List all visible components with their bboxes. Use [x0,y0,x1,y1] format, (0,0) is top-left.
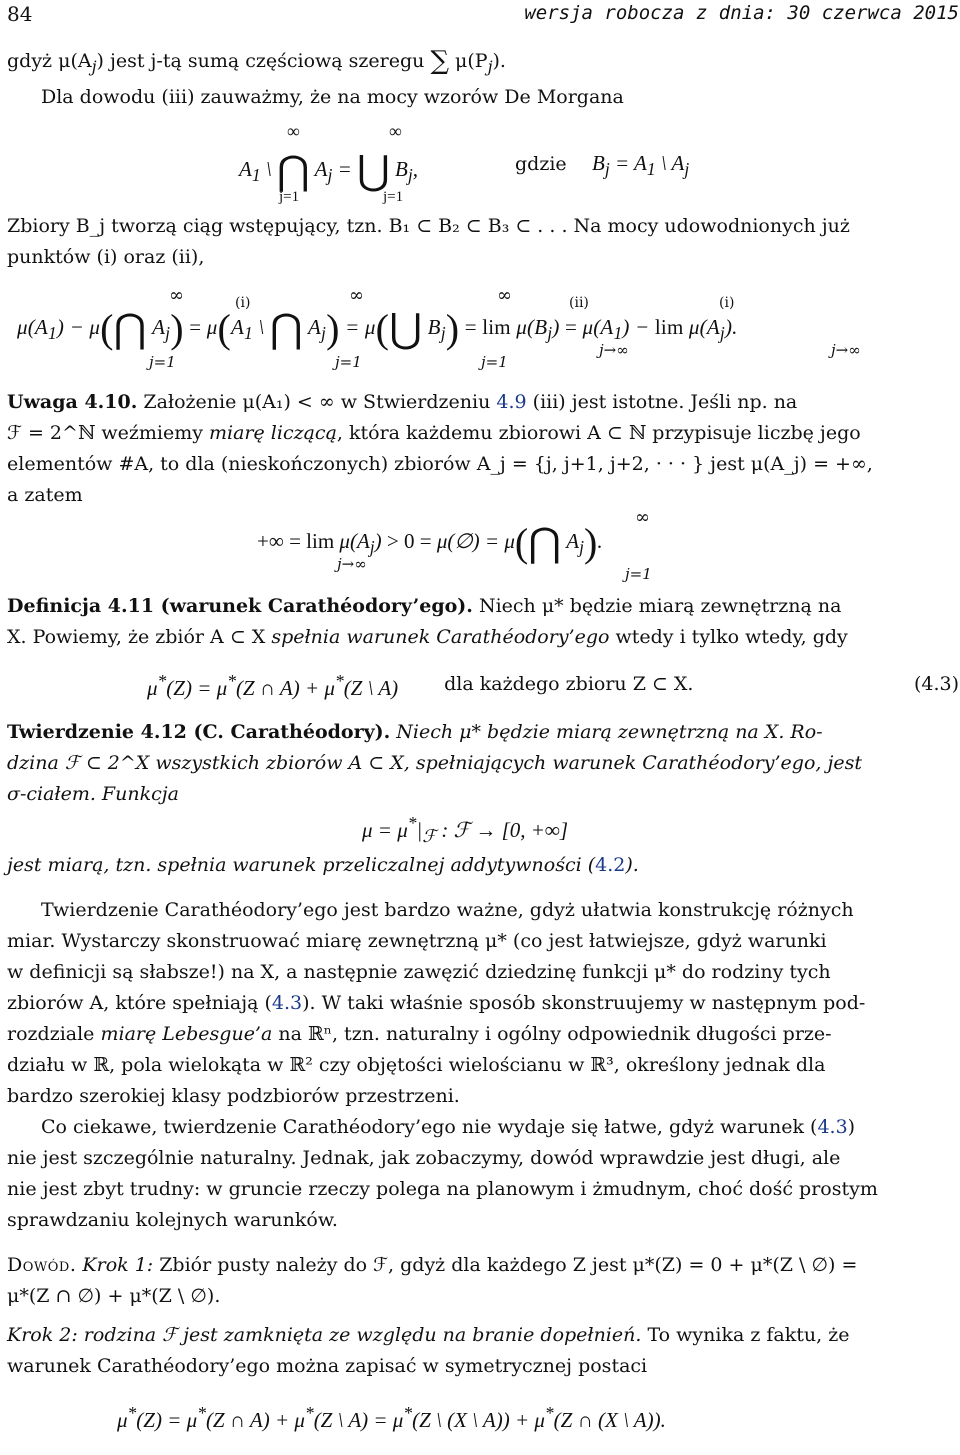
text-line: miar. Wystarczy skonstruować miarę zewnętrzną μ* (co jest łatwiejsze, gdyż warunki [7,929,827,952]
text-line: zbiorów A, które spełniają (4.3). W taki właśnie sposób skonstruujemy w następnym pod- [7,991,866,1014]
cross-ref-link[interactable]: 4.3 [817,1115,848,1138]
equation: +∞ = $\lim \mu(A_j) > 0$ = μ(∅) = μ(⋂ $A_j$). ∞ j=1 j→∞ [257,506,652,583]
proof-label: Dowód. [7,1253,77,1276]
cross-ref-link[interactable]: 4.2 [595,853,626,876]
text-line: σ-ciałem. Funkcja [7,782,179,805]
cross-ref-link[interactable]: 4.9 [496,390,527,413]
text-line: a zatem [7,483,83,506]
equation: μ*(Z) = μ*(Z ∩ A) + μ*(Z \ A) = μ*(Z \ (X \ A)) + μ*(Z ∩ (X \ A)). [117,1402,666,1432]
text-line: rozdziale miarę Lebesgue’a na ℝⁿ, tzn. naturalny i ogólny odpowiednik długości prze- [7,1022,832,1045]
text-line: w definicji są słabsze!) na X, a następnie zawęzić dziedzinę funkcji μ* do rodziny tych [7,960,831,983]
text-line: dzina ℱ ⊂ 2^X wszystkich zbiorów A ⊂ X, spełniających warunek Carathéodory’ego, jest [7,751,862,774]
text-line: Co ciekawe, twierdzenie Carathéodory’ego nie wydaje się łatwe, gdyż warunek (4.3) [41,1115,856,1138]
equation: $\mu(A_1)$ − μ(⋂ $A_j) = \mu(A_1$ \ ⋂ $A_j$) = μ(⋃ $B_j) = \lim \mu(B_j) = \mu(A_1) - \lim \mu(A_j)$. (i) (ii) (i) ∞ ∞ ∞ j=1 j=1 j=1 j→∞ j→∞ [17,284,861,371]
remark-label: Uwaga 4.10. [7,390,138,413]
text-line: działu w ℝ, pola wielokąta w ℝ² czy objętości wielościanu w ℝ³, określony jednak dla [7,1053,826,1076]
equation: $\mu = \mu^*|_ℱ$ : ℱ → [0, +∞] [362,812,569,846]
text-line: ℱ = 2^ℕ weźmiemy miarę liczącą, która każdemu zbiorowi A ⊂ ℕ przypisuje liczbę jego [7,421,861,444]
text-line: X. Powiemy, że zbiór A ⊂ X spełnia warunek Carathéodory’ego wtedy i tylko wtedy, gdy [7,625,848,648]
text-line: μ*(Z ∩ ∅) + μ*(Z \ ∅). [7,1284,221,1307]
text-line: nie jest szczególnie naturalny. Jednak, jak zobaczymy, dowód wprawdzie jest długi, ale [7,1146,841,1169]
text-line: Twierdzenie 4.12 (C. Carathéodory). Niech μ* będzie miarą zewnętrzną na X. Ro- [7,720,823,743]
text-line: jest miarą, tzn. spełnia warunek przeliczalnej addytywności (4.2). [7,853,639,876]
text-line: warunek Carathéodory’ego można zapisać w symetrycznej postaci [7,1354,648,1377]
text-line: Dla dowodu (iii) zauważmy, że na mocy wzorów De Morgana [41,85,624,108]
equation: μ*(Z) = μ*(Z ∩ A) + μ*(Z \ A) dla każdego zbioru Z ⊂ X. (4.3) [147,670,959,700]
cross-ref-link[interactable]: 4.3 [271,991,303,1014]
equation: ∞ ∞ $A_1$ \ ⋂ $A_j$ = ⋃ $B_j$, j=1 j=1 gdzie $B_j = A_1$ \ $A_j$ [239,120,690,205]
running-head: wersja robocza z dnia: 30 czerwca 2015 [524,2,959,24]
text-line: Definicja 4.11 (warunek Carathéodory’ego). Niech μ* będzie miarą zewnętrzną na [7,594,842,617]
equation-number: (4.3) [913,673,959,696]
text-line: Twierdzenie Carathéodory’ego jest bardzo ważne, gdyż ułatwia konstrukcję różnych [41,898,854,921]
text-line: nie jest zbyt trudny: w gruncie rzeczy polega na planowym i żmudnym, choć dość prostym [7,1177,878,1200]
text-line: bardzo szerokiej klasy podzbiorów przestrzeni. [7,1084,460,1107]
definition-label: Definicja 4.11 (warunek Carathéodory’ego). [7,594,473,617]
text-line: Zbiory B_j tworzą ciąg wstępujący, tzn. B₁ ⊂ B₂ ⊂ B₃ ⊂ . . . Na mocy udowodnionych już [7,214,850,237]
page-number: 84 [7,2,33,26]
text-line: punktów (i) oraz (ii), [7,245,205,268]
theorem-label: Twierdzenie 4.12 (C. Carathéodory). [7,720,391,743]
document-page [7,0,959,1452]
text-line: Dowód. Krok 1: Zbiór pusty należy do ℱ, gdyż dla każdego Z jest μ*(Z) = 0 + μ*(Z \ ∅) = [7,1253,858,1276]
page-header [7,0,959,40]
text-line: elementów #A, to dla (nieskończonych) zbiorów A_j = {j, j+1, j+2, · · · } jest μ(A_j) = +∞, [7,452,873,475]
text-line: gdyż $\mu(A_j)$ jest j-tą sumą częściową szeregu ∑ $\mu(P_j)$. [7,46,506,76]
text-line: Krok 2: rodzina ℱ jest zamknięta ze względu na branie dopełnień. To wynika z faktu, że [7,1323,850,1346]
text-line: Uwaga 4.10. Założenie μ(A₁) < ∞ w Stwierdzeniu 4.9 (iii) jest istotne. Jeśli np. na [7,390,798,413]
text-line: sprawdzaniu kolejnych warunków. [7,1208,338,1231]
